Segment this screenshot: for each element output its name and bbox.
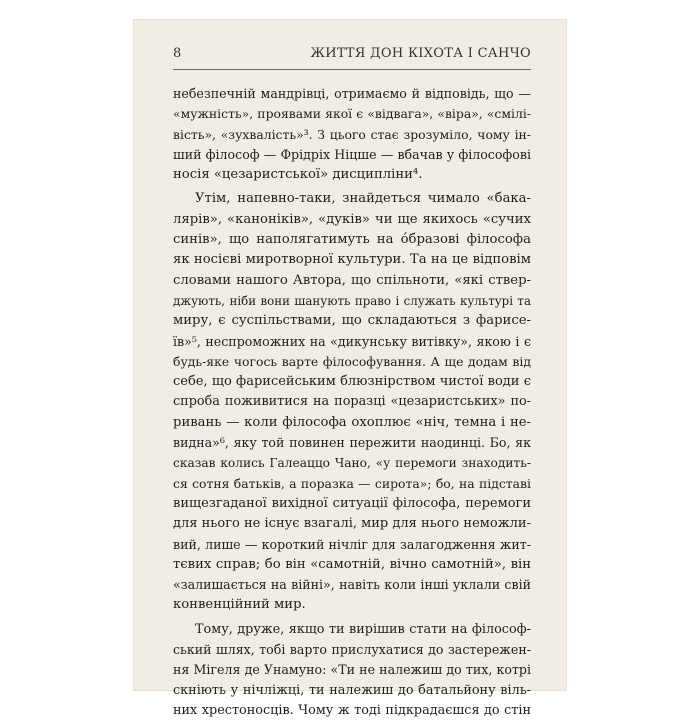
- text-line: небезпечній мандрівці, отримаємо й відповідь, що —: [173, 86, 531, 101]
- text-line: для нього не існує взагалі, мир для нього неможли-: [173, 516, 531, 532]
- text-line: «мужність», проявами якої є «відвага», «віра», «смілі-: [173, 106, 531, 122]
- paragraph: [173, 84, 531, 185]
- text-line: джують, ніби вони шанують право і служать культурі та: [173, 293, 531, 308]
- text-line: тєвих справ; бо він «самотній, вічно самотній», він: [173, 556, 531, 572]
- text-line: вий, лише — короткий нічліг для залагодження жит-: [173, 536, 531, 552]
- page-header: [173, 46, 531, 66]
- text-line: ня Мігеля де Унамуно: «Ти не належиш до тих, котрі: [173, 662, 531, 678]
- page-number: 8: [173, 46, 182, 61]
- text-line: будь-яке чогось варте філософування. А ще додам від: [173, 353, 531, 369]
- text-line: ший філософ — Фрідріх Ніцше — вбачав у філософові: [173, 146, 531, 162]
- paragraph: [173, 620, 531, 721]
- text-line: миру, є суспільствами, що складаються з фарисе-: [173, 313, 531, 329]
- text-line: ривань — коли філософа охоплює «ніч, темна і не-: [173, 414, 531, 430]
- text-line: «залишається на війні», навіть коли інші уклали свій: [173, 577, 531, 593]
- text-line: ся сотня батьків, а поразка — сирота»; бо, на підставі: [173, 475, 531, 491]
- text-line: Тому, друже, якщо ти вирішив стати на філософ-: [195, 621, 531, 637]
- text-line: носія «цезаристської» дисципліни⁴.: [173, 167, 423, 183]
- header-rule: [173, 69, 531, 70]
- text-line: видна»⁶, яку той повинен пережити наодинці. Бо, як: [173, 435, 531, 451]
- text-line: них хрестоносців. Чому ж тоді підкрадаєшся до стін: [173, 702, 531, 718]
- text-line: вищезгаданої вихідної ситуації філософа, перемоги: [173, 495, 531, 511]
- text-line: ський шлях, тобі варто прислухатися до застережен-: [173, 642, 531, 658]
- text-line: синів», що наполягатимуть на óбразові філософа: [173, 232, 531, 248]
- text-line: вість», «зухвалість»³. З цього стає зрозуміло, чому ін-: [173, 126, 531, 142]
- text-line: скніють у нічліжці, ти належиш до батальйону віль-: [173, 682, 531, 698]
- text-line: словами нашого Автора, що спільноти, «які ствер-: [173, 272, 531, 288]
- body-text: [173, 84, 531, 721]
- text-line: сказав колись Галеаццо Чано, «у перемоги знаходить-: [173, 456, 531, 471]
- text-line: їв»⁵, неспроможних на «дикунську витівку», якою і є: [173, 333, 531, 349]
- text-line: спроба поживитися на поразці «цезаристських» по-: [173, 394, 531, 410]
- paragraph: [173, 189, 531, 615]
- running-title: ЖИТТЯ ДОН КІХОТА І САНЧО: [310, 46, 531, 61]
- text-line: як носієві миротворної культури. Та на це відповім: [173, 252, 531, 268]
- text-line: лярів», «каноніків», «дуків» чи ще якихось «сучих: [173, 211, 531, 227]
- text-line: конвенційний мир.: [173, 597, 306, 613]
- text-line: Утім, напевно-таки, знайдеться чимало «бака-: [195, 191, 531, 207]
- text-line: себе, що фарисейським блюзнірством чистої води є: [173, 374, 531, 390]
